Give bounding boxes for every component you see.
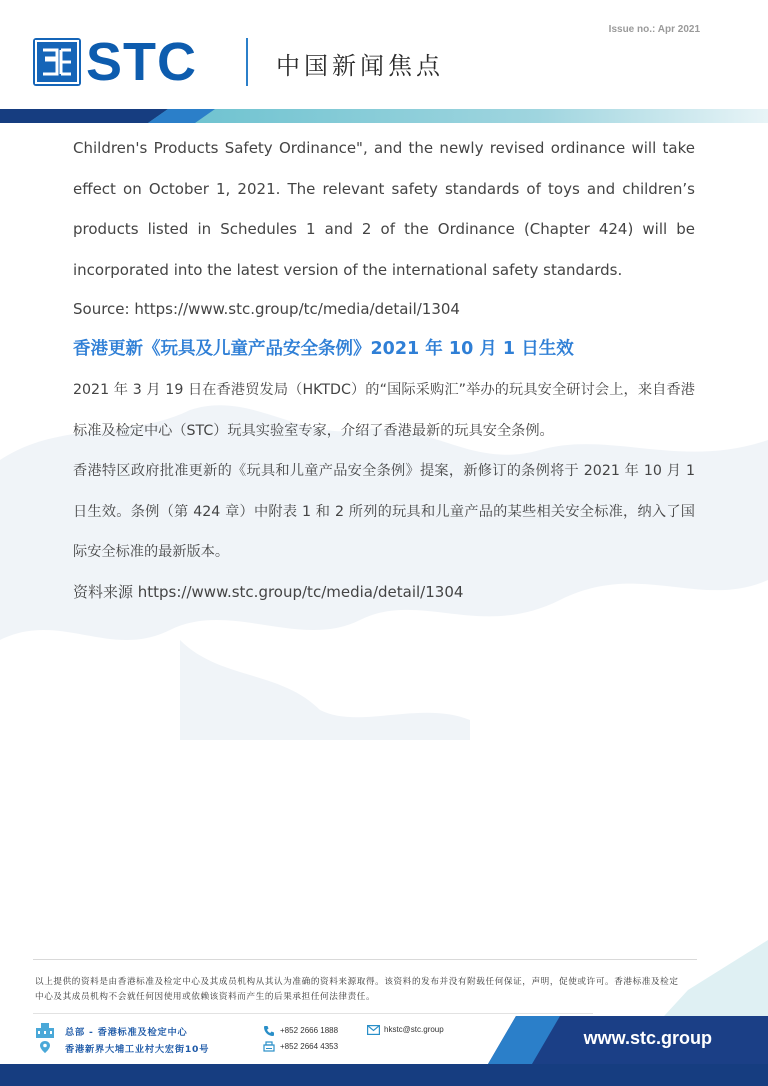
header-band: [0, 109, 768, 123]
footer-corner-graphic: [0, 930, 768, 1086]
email-link[interactable]: hkstc@stc.group: [384, 1025, 444, 1034]
chinese-paragraph-2: 香港特区政府批准更新的《玩具和儿童产品安全条例》提案，新修订的条例将于 2021 年 10 月 1 日生效。条例（第 424 章）中附表 1 和 2 所列的玩具和儿童产品的某些相关安全标准，纳入了国际安全标准的最新版本。: [73, 463, 695, 560]
page-title: 中国新闻焦点: [276, 52, 444, 80]
source-english: Source: https://www.stc.group/tc/media/detail/1304: [73, 300, 460, 318]
english-paragraph: Children's Products Safety Ordinance", and the newly revised ordinance will take effect on October 1, 2021. The relevant safety standards of toys and children’s products listed in Schedules 1 and 2 of the Ordinance (Chapter 424) will be incorporated into the latest version of the international safety standards.: [73, 139, 695, 279]
stc-logo-mark: [33, 38, 81, 86]
source-chinese: 资料来源 https://www.stc.group/tc/media/detail/1304: [73, 582, 464, 601]
hq-address: 香港新界大埔工业村大宏街10号: [65, 1044, 210, 1055]
website-link[interactable]: www.stc.group: [583, 1028, 712, 1048]
phone-number[interactable]: +852 2666 1888: [280, 1026, 339, 1035]
hq-label: 总部 - 香港标准及检定中心: [65, 1027, 188, 1038]
chinese-paragraph-1: 2021 年 3 月 19 日在香港贸发局（HKTDC）的“国际采购汇”举办的玩具安全研讨会上，来自香港标准及检定中心（STC）玩具实验室专家，介绍了香港最新的玩具安全条例。: [73, 382, 695, 439]
fax-number: +852 2664 4353: [280, 1042, 339, 1051]
issue-label: Issue no.: Apr 2021: [608, 24, 700, 35]
location-pin-icon: [39, 1040, 51, 1054]
logo-mark-icon: [33, 38, 81, 86]
logo-text: STC: [86, 32, 197, 92]
header-divider: [246, 38, 248, 86]
article-heading-cn: 香港更新《玩具及儿童产品安全条例》2021 年 10 月 1 日生效: [73, 339, 574, 359]
footer-bottom-bar: [0, 1064, 768, 1086]
mail-icon: [367, 1025, 380, 1035]
building-icon: [35, 1022, 55, 1038]
fax-icon: [263, 1041, 275, 1053]
phone-icon: [263, 1025, 275, 1037]
article-body: [73, 128, 695, 611]
disclaimer-text: 以上提供的资料是由香港标准及检定中心及其成员机构从其认为准确的资料来源取得。该资料的发布并没有附载任何保证，声明，促使或许可。香港标准及检定中心及其成员机构不会就任何因使用或依赖该资料而产生的后果承担任何法律责任。: [35, 977, 679, 1002]
